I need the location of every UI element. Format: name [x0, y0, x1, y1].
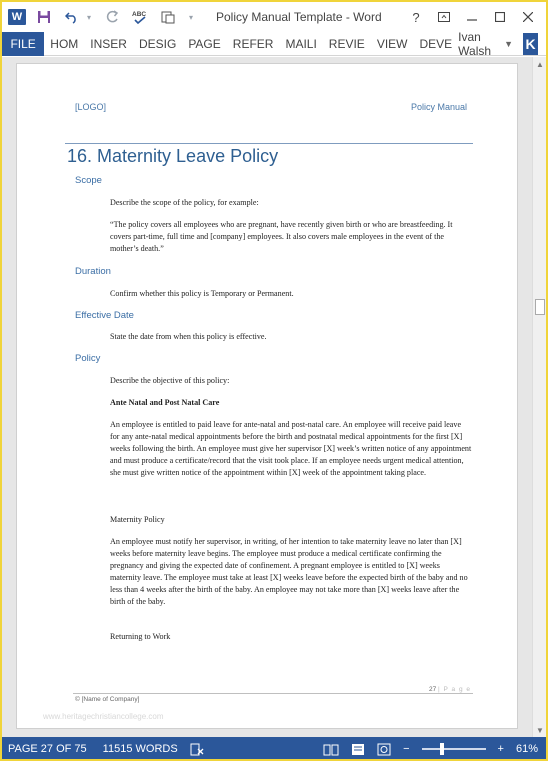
user-name: Ivan Walsh	[458, 29, 492, 58]
tab-file[interactable]: FILE	[2, 32, 44, 56]
chevron-down-icon: ▼	[504, 38, 514, 49]
vertical-scrollbar[interactable]	[532, 57, 546, 737]
watermark: www.heritagechristiancollege.com	[43, 712, 164, 721]
tab-home[interactable]: HOM	[50, 36, 79, 51]
user-account[interactable]	[458, 30, 546, 58]
zoom-slider[interactable]	[422, 748, 486, 750]
maximize-icon[interactable]	[486, 6, 514, 28]
header-logo-placeholder: [LOGO]	[75, 102, 107, 112]
tab-references[interactable]: REFER	[232, 36, 274, 51]
customize-toolbar-icon[interactable]: ▾	[188, 12, 193, 22]
window-title: Policy Manual Template - Word	[216, 10, 382, 24]
svg-text:ABC: ABC	[132, 11, 147, 18]
heading-divider	[65, 143, 473, 144]
document-page[interactable]	[16, 63, 518, 729]
page-number: 27	[428, 686, 437, 693]
page-count[interactable]: PAGE 27 OF 75	[8, 743, 87, 755]
tab-design[interactable]: DESIG	[138, 36, 177, 51]
section-heading-duration: Duration	[75, 266, 111, 277]
header-title: Policy Manual	[410, 102, 467, 112]
read-mode-icon[interactable]	[317, 743, 345, 756]
scroll-thumb[interactable]	[535, 299, 545, 315]
window-controls	[402, 6, 542, 28]
scope-example: “The policy covers all employees who are pregnant, have recently given birth or who are breastfeeding. It covers part-time, full time and [company] employees. It also covers male employees in the event of the mother’s death.”	[110, 220, 453, 253]
status-bar	[2, 737, 546, 761]
spelling-icon[interactable]	[130, 7, 150, 27]
touch-mode-icon[interactable]	[158, 7, 178, 27]
section-heading-scope: Scope	[75, 175, 102, 186]
web-layout-icon[interactable]	[371, 743, 397, 756]
footer-page-number	[429, 686, 471, 693]
minimize-icon[interactable]	[458, 6, 486, 28]
tab-review[interactable]: REVIE	[328, 36, 365, 51]
quick-access-toolbar	[2, 2, 196, 32]
subheading-ante-natal: Ante Natal and Post Natal Care	[110, 398, 220, 407]
footer-company: © [Name of Company]	[75, 696, 140, 703]
policy-paragraph-2: An employee must notify her supervisor, in writing, of her intention to take maternity leave no later than [X] weeks before maternity leave begins. The employee must produce a medical certificate confirming the pregnancy and giving the expected date of confinement. A pregnant employee is entitled to [X] weeks maternity leave. The employee must take at least [X] weeks leave before the expected birth of the baby and no less than 4 weeks after the birth of the baby. An employee may not take more than [X] weeks leave after the birth of the baby.	[110, 537, 468, 606]
print-layout-icon[interactable]	[345, 743, 371, 756]
duration-text: Confirm whether this policy is Temporary or Permanent.	[110, 289, 294, 298]
undo-dropdown-icon[interactable]: ▾	[86, 12, 91, 22]
zoom-level[interactable]: 61%	[515, 743, 538, 755]
footer-divider	[73, 693, 473, 694]
scroll-down-icon[interactable]: ▼	[536, 725, 544, 735]
tab-page-layout[interactable]: PAGE	[188, 36, 221, 51]
proofing-icon[interactable]	[184, 743, 210, 756]
help-icon[interactable]: ?	[412, 9, 420, 25]
page-word: | P a g e	[438, 686, 471, 693]
title-bar	[2, 2, 546, 32]
zoom-slider-handle[interactable]	[440, 743, 444, 755]
section-heading-effective-date: Effective Date	[75, 310, 134, 321]
scope-intro: Describe the scope of the policy, for example:	[110, 198, 259, 207]
ribbon-tabs	[2, 29, 546, 58]
subheading-maternity-policy: Maternity Policy	[110, 515, 165, 524]
tab-insert[interactable]: INSER	[90, 36, 127, 51]
document-area	[2, 57, 546, 737]
save-icon[interactable]	[34, 7, 54, 27]
zoom-out-icon[interactable]: −	[403, 743, 410, 755]
undo-icon[interactable]	[62, 7, 82, 27]
policy-paragraph-1: An employee is entitled to paid leave for ante-natal and post-natal care. An employee will receive paid leave for any ante-natal medical appointments before the birth and postnatal medical appointments for the first [X] weeks following the birth. An employee must give her supervisor [X] week’s written notice of any appointment and must produce a certificate/record that the visit took place. If an employee needs urgent medical attention, she must give written notice of the appointment within [X] week of the appointment taking place.	[110, 420, 472, 477]
zoom-in-icon[interactable]: +	[497, 743, 504, 755]
ribbon-display-icon[interactable]	[430, 6, 458, 28]
subheading-returning-to-work: Returning to Work	[110, 632, 171, 641]
tab-view[interactable]: VIEW	[376, 36, 408, 51]
close-icon[interactable]	[514, 6, 542, 28]
word-count[interactable]: 11515 WORDS	[102, 743, 178, 755]
word-app-icon[interactable]: W	[8, 9, 26, 25]
tab-developer[interactable]: DEVE	[419, 36, 453, 51]
effective-date-text: State the date from when this policy is effective.	[110, 332, 267, 341]
policy-intro: Describe the objective of this policy:	[110, 376, 230, 385]
tab-mailings[interactable]: MAILI	[285, 36, 317, 51]
section-heading-policy: Policy	[75, 353, 101, 364]
avatar[interactable]: K	[523, 33, 538, 55]
page-title: 16. Maternity Leave Policy	[67, 146, 279, 166]
redo-icon[interactable]	[102, 7, 122, 27]
scroll-up-icon[interactable]: ▲	[536, 59, 544, 69]
